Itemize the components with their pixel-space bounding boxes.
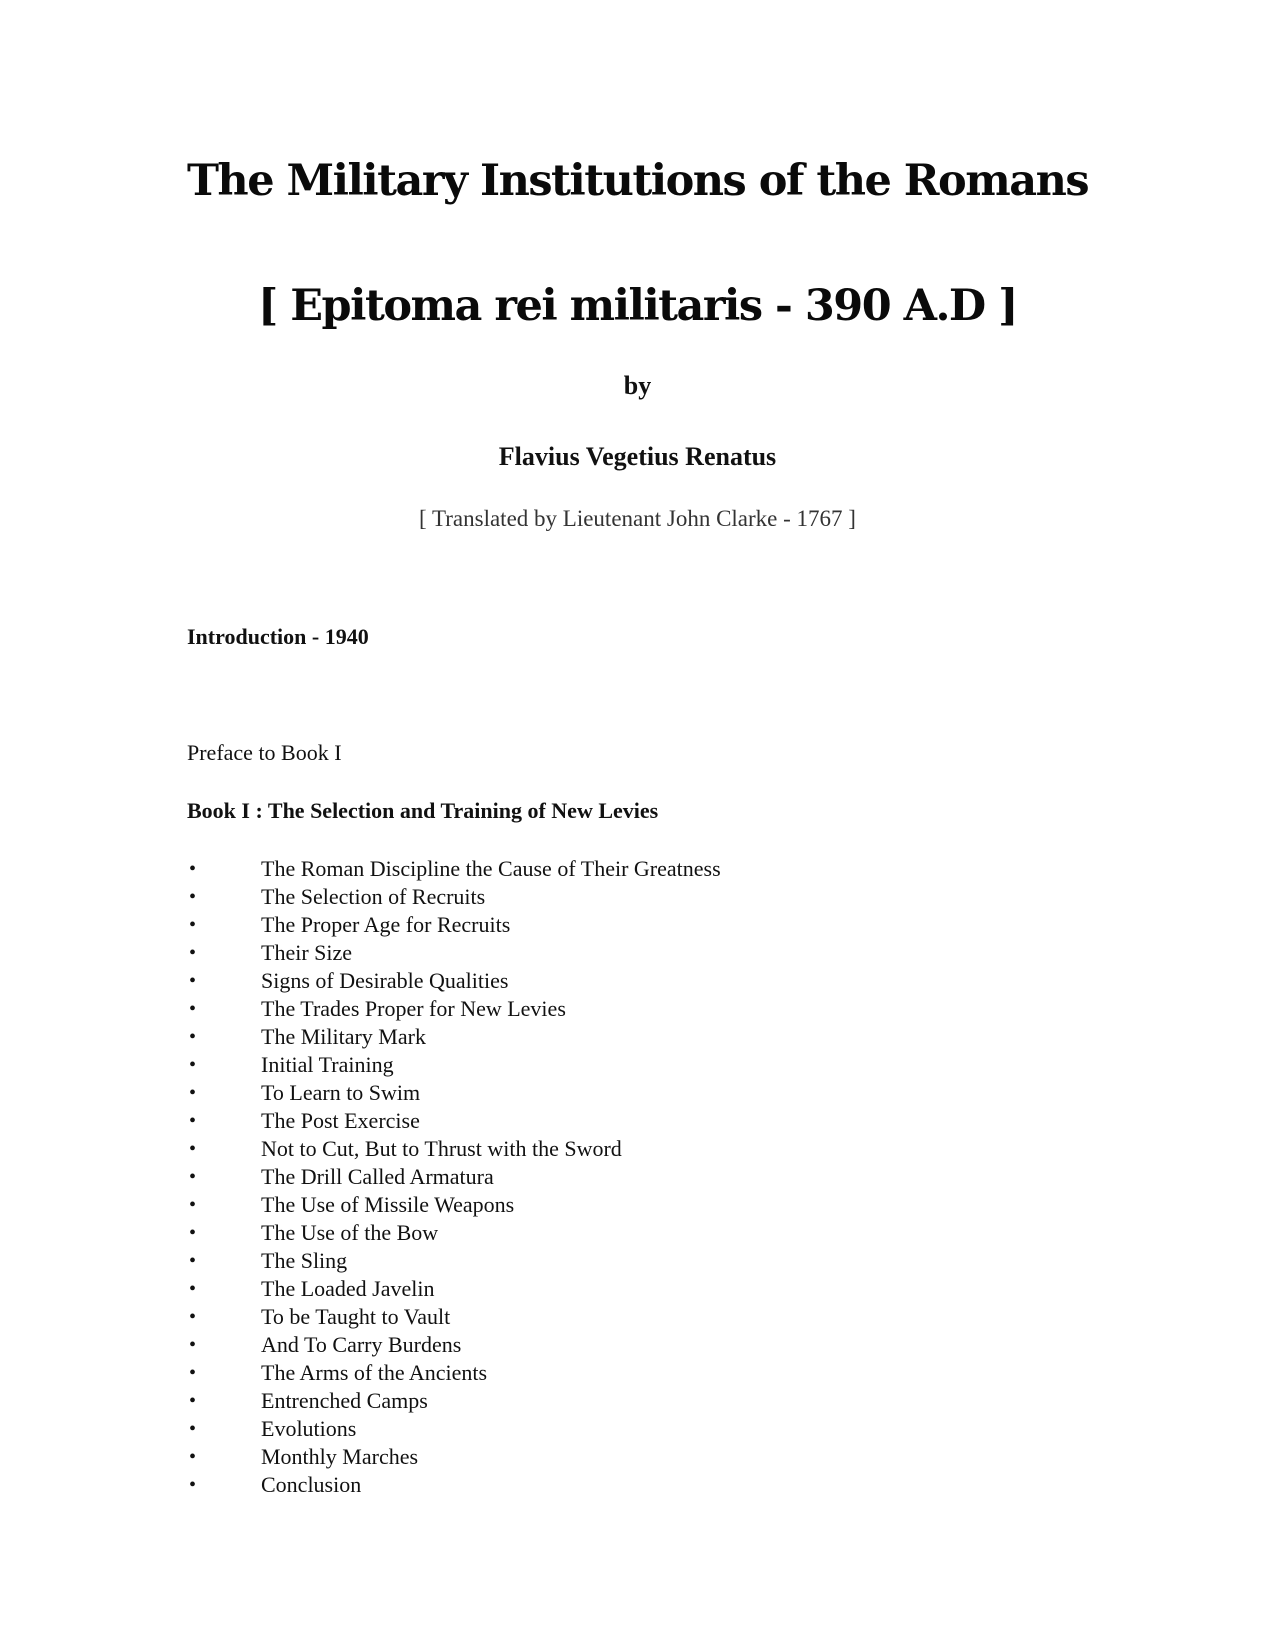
bullet-icon: • — [189, 1362, 197, 1384]
list-item — [187, 1471, 721, 1499]
chapter-title: The Proper Age for Recruits — [261, 912, 511, 937]
bullet-icon: • — [189, 858, 197, 880]
list-item — [187, 967, 721, 995]
chapter-title: Not to Cut, But to Thrust with the Sword — [261, 1136, 622, 1161]
bullet-icon: • — [189, 1446, 197, 1468]
list-item — [187, 1247, 721, 1275]
bullet-icon: • — [189, 998, 197, 1020]
chapter-title: And To Carry Burdens — [261, 1332, 462, 1357]
bullet-icon: • — [189, 914, 197, 936]
list-item — [187, 939, 721, 967]
bullet-icon: • — [189, 886, 197, 908]
document-title: The Military Institutions of the Romans — [186, 156, 1089, 206]
bullet-icon: • — [189, 1418, 197, 1440]
bullet-icon: • — [189, 1110, 197, 1132]
chapter-title: Monthly Marches — [261, 1444, 419, 1469]
by-line: by — [623, 371, 652, 400]
list-item — [187, 1275, 721, 1303]
author-name: Flavius Vegetius Renatus — [498, 442, 777, 471]
list-item — [187, 1387, 721, 1415]
list-item — [187, 1079, 721, 1107]
chapter-title: To be Taught to Vault — [261, 1304, 451, 1329]
bullet-icon: • — [189, 1194, 197, 1216]
chapter-title: The Loaded Javelin — [261, 1276, 435, 1301]
bullet-icon: • — [189, 1334, 197, 1356]
list-item — [187, 1051, 721, 1079]
list-item — [187, 911, 721, 939]
bullet-icon: • — [189, 1306, 197, 1328]
chapter-title: The Post Exercise — [261, 1108, 420, 1133]
chapter-title: The Arms of the Ancients — [261, 1360, 488, 1385]
bullet-icon: • — [189, 1250, 197, 1272]
list-item — [187, 1359, 721, 1387]
list-item — [187, 1163, 721, 1191]
bullet-icon: • — [189, 1026, 197, 1048]
chapter-title: The Use of Missile Weapons — [261, 1192, 515, 1217]
chapter-title: Signs of Desirable Qualities — [261, 968, 509, 993]
bullet-icon: • — [189, 1138, 197, 1160]
bullet-icon: • — [189, 1390, 197, 1412]
bullet-icon: • — [189, 1054, 197, 1076]
chapter-title: The Sling — [261, 1248, 348, 1273]
chapter-title: To Learn to Swim — [261, 1080, 421, 1105]
chapter-title: The Drill Called Armatura — [261, 1164, 494, 1189]
list-item — [187, 1443, 721, 1471]
document-subtitle: [ Epitoma rei militaris - 390 A.D ] — [257, 281, 1018, 331]
bullet-icon: • — [189, 1166, 197, 1188]
chapter-title: The Use of the Bow — [261, 1220, 439, 1245]
list-item — [187, 1331, 721, 1359]
book-heading: Book I : The Selection and Training of New Levies — [187, 798, 659, 823]
chapter-title: Entrenched Camps — [261, 1388, 428, 1413]
chapter-title: Evolutions — [261, 1416, 357, 1441]
bullet-icon: • — [189, 942, 197, 964]
list-item — [187, 855, 721, 883]
translator-credit: [ Translated by Lieutenant John Clarke - 1767 ] — [419, 506, 856, 531]
preface-heading: Preface to Book I — [187, 740, 342, 765]
list-item — [187, 1191, 721, 1219]
bullet-icon: • — [189, 1082, 197, 1104]
chapter-title: Their Size — [261, 940, 353, 965]
list-item — [187, 883, 721, 911]
list-item — [187, 995, 721, 1023]
chapter-title: The Trades Proper for New Levies — [261, 996, 566, 1021]
bullet-icon: • — [189, 1222, 197, 1244]
chapter-title: The Selection of Recruits — [261, 884, 486, 909]
bullet-icon: • — [189, 970, 197, 992]
list-item — [187, 1107, 721, 1135]
bullet-icon: • — [189, 1278, 197, 1300]
chapter-list — [187, 855, 721, 1499]
list-item — [187, 1303, 721, 1331]
bullet-icon: • — [189, 1474, 197, 1496]
list-item — [187, 1023, 721, 1051]
chapter-title: The Roman Discipline the Cause of Their Greatness — [261, 856, 721, 881]
chapter-title: The Military Mark — [261, 1024, 426, 1049]
list-item — [187, 1415, 721, 1443]
introduction-heading: Introduction - 1940 — [187, 624, 369, 649]
chapter-title: Initial Training — [261, 1052, 394, 1077]
list-item — [187, 1135, 721, 1163]
list-item — [187, 1219, 721, 1247]
chapter-title: Conclusion — [261, 1472, 362, 1497]
